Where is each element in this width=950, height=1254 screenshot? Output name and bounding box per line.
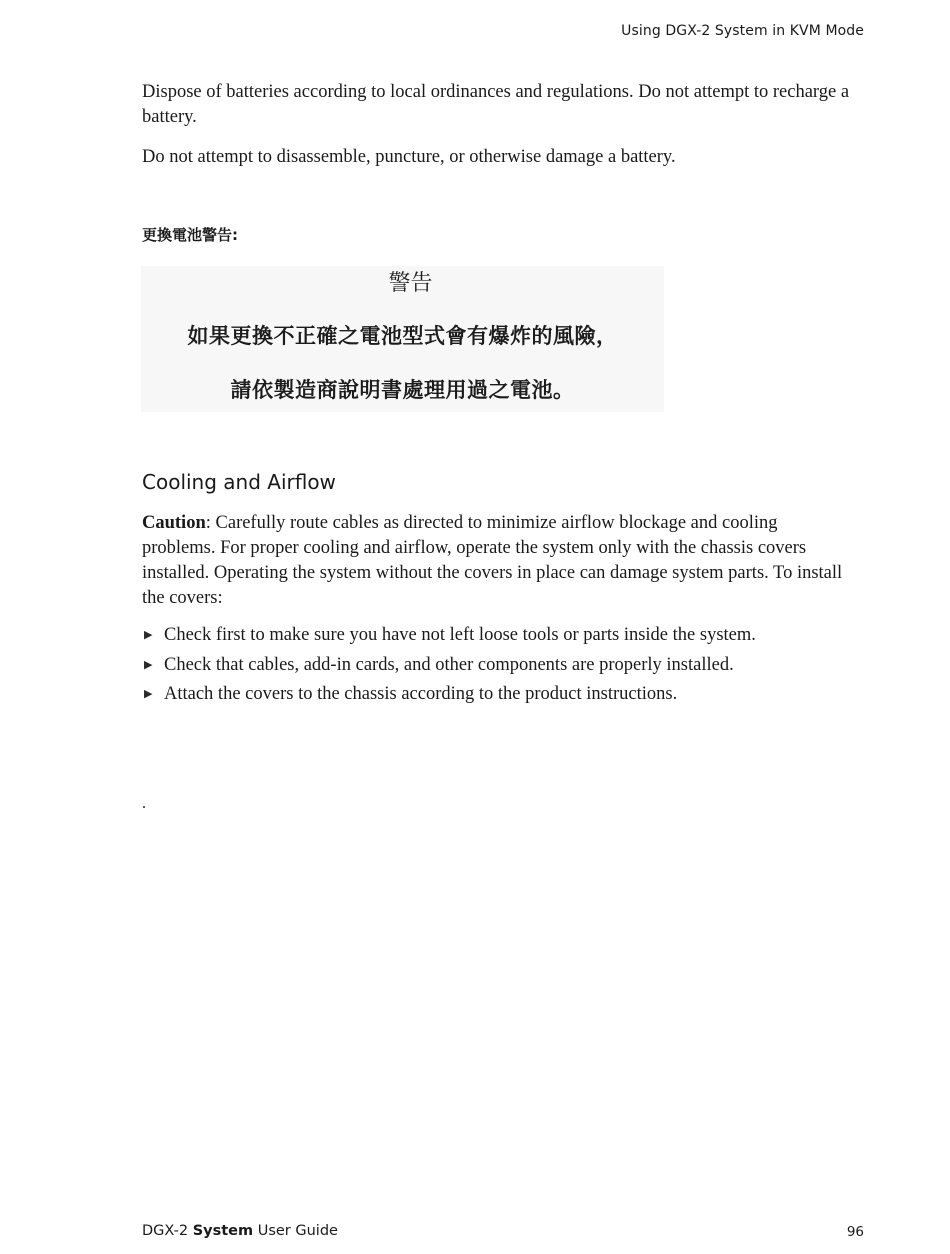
footer-title-prefix: DGX-2 [142,1223,193,1239]
triangle-bullet-icon: ▶ [144,688,153,700]
list-item-text: Attach the covers to the chassis according to the product instructions. [164,684,678,704]
list-item [142,651,862,681]
battery-warning-label: 更換電池警告: [142,226,238,244]
triangle-bullet-icon: ▶ [144,629,153,641]
caution-text: : Carefully route cables as directed to minimize airflow blockage and cooling problems. For proper cooling and airflow, operate the system only with the chassis covers installed. Operating the system without the covers in place can damage system parts. To install the covers: [142,513,843,608]
list-item [142,621,862,651]
battery-damage-paragraph: Do not attempt to disassemble, puncture, or otherwise damage a battery. [142,147,676,167]
warning-line-2: 請依製造商說明書處理用過之電池。 [230,378,575,402]
caution-label: Caution [142,513,206,533]
warning-title: 警告 [388,271,433,296]
caution-paragraph [142,511,852,611]
triangle-bullet-icon: ▶ [144,658,153,671]
list-item [142,680,862,710]
cover-install-steps [142,621,862,710]
battery-disposal-paragraph: Dispose of batteries according to local ordinances and regulations. Do not attempt to recharge a battery. [142,82,850,127]
section-heading-cooling: Cooling and Airflow [142,470,336,494]
warning-line-1: 如果更換不正確之電池型式會有爆炸的風險， [187,324,618,348]
list-item-text: Check first to make sure you have not left loose tools or parts inside the system. [164,625,756,645]
running-header: Using DGX-2 System in KVM Mode [621,23,864,39]
battery-warning-box [141,266,664,412]
footer-title-suffix: User Guide [253,1223,338,1239]
footer-title-bold: System [192,1223,254,1239]
page-number: 96 [846,1224,864,1240]
stray-period: . [142,795,146,812]
footer-doc-title [142,1223,338,1239]
list-item-text: Check that cables, add-in cards, and other components are properly installed. [164,654,734,675]
